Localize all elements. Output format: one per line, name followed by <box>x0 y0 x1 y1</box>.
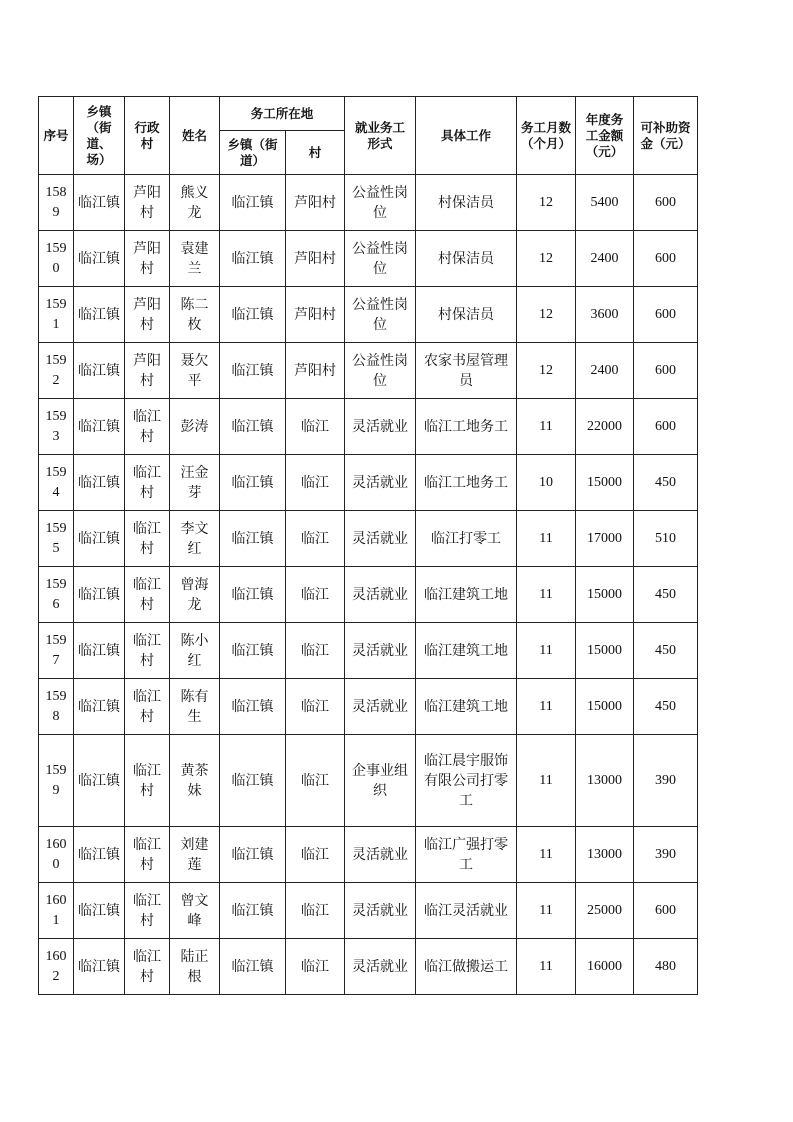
cell-months: 12 <box>517 343 576 399</box>
cell-employment-form: 公益性岗位 <box>345 287 416 343</box>
cell-annual-income: 15000 <box>576 623 634 679</box>
table-row <box>39 735 698 827</box>
cell-seq: 1589 <box>39 175 74 231</box>
table-row <box>39 883 698 939</box>
cell-seq: 1597 <box>39 623 74 679</box>
cell-employment-form: 企事业组织 <box>345 735 416 827</box>
cell-employment-form: 灵活就业 <box>345 939 416 995</box>
cell-work-town: 临江镇 <box>220 231 286 287</box>
cell-town: 临江镇 <box>74 679 125 735</box>
cell-work-village: 芦阳村 <box>286 231 345 287</box>
cell-village: 临江村 <box>125 883 170 939</box>
cell-work-town: 临江镇 <box>220 567 286 623</box>
cell-town: 临江镇 <box>74 231 125 287</box>
cell-job: 农家书屋管理员 <box>416 343 517 399</box>
table-header <box>39 97 698 175</box>
cell-employment-form: 灵活就业 <box>345 679 416 735</box>
cell-name: 彭涛 <box>170 399 220 455</box>
cell-name: 曾文峰 <box>170 883 220 939</box>
cell-job: 临江灵活就业 <box>416 883 517 939</box>
header-work-location: 务工所在地 <box>220 97 345 131</box>
cell-seq: 1593 <box>39 399 74 455</box>
cell-work-village: 临江 <box>286 623 345 679</box>
cell-name: 陈小红 <box>170 623 220 679</box>
cell-subsidy: 600 <box>634 231 698 287</box>
cell-annual-income: 2400 <box>576 343 634 399</box>
header-work-village: 村 <box>286 131 345 175</box>
cell-work-town: 临江镇 <box>220 679 286 735</box>
cell-months: 12 <box>517 287 576 343</box>
cell-work-town: 临江镇 <box>220 939 286 995</box>
cell-work-town: 临江镇 <box>220 511 286 567</box>
cell-seq: 1592 <box>39 343 74 399</box>
cell-annual-income: 5400 <box>576 175 634 231</box>
cell-work-town: 临江镇 <box>220 623 286 679</box>
cell-work-village: 临江 <box>286 679 345 735</box>
cell-village: 临江村 <box>125 679 170 735</box>
header-village: 行政村 <box>125 97 170 175</box>
cell-name: 熊义龙 <box>170 175 220 231</box>
cell-work-village: 临江 <box>286 455 345 511</box>
cell-work-town: 临江镇 <box>220 735 286 827</box>
cell-job: 村保洁员 <box>416 175 517 231</box>
cell-job: 临江建筑工地 <box>416 567 517 623</box>
cell-months: 11 <box>517 511 576 567</box>
cell-seq: 1601 <box>39 883 74 939</box>
cell-job: 村保洁员 <box>416 231 517 287</box>
table-row <box>39 567 698 623</box>
cell-work-village: 临江 <box>286 567 345 623</box>
cell-village: 芦阳村 <box>125 343 170 399</box>
cell-months: 11 <box>517 883 576 939</box>
cell-village: 临江村 <box>125 455 170 511</box>
cell-name: 黄茶妹 <box>170 735 220 827</box>
cell-employment-form: 公益性岗位 <box>345 175 416 231</box>
table-row <box>39 343 698 399</box>
cell-months: 10 <box>517 455 576 511</box>
header-subsidy: 可补助资金（元） <box>634 97 698 175</box>
cell-months: 12 <box>517 231 576 287</box>
cell-annual-income: 15000 <box>576 567 634 623</box>
cell-village: 临江村 <box>125 511 170 567</box>
cell-subsidy: 600 <box>634 287 698 343</box>
cell-annual-income: 22000 <box>576 399 634 455</box>
cell-town: 临江镇 <box>74 939 125 995</box>
cell-town: 临江镇 <box>74 827 125 883</box>
cell-job: 临江广强打零工 <box>416 827 517 883</box>
cell-employment-form: 公益性岗位 <box>345 231 416 287</box>
table-row <box>39 511 698 567</box>
cell-months: 11 <box>517 679 576 735</box>
table-row <box>39 399 698 455</box>
cell-job: 临江建筑工地 <box>416 679 517 735</box>
cell-seq: 1596 <box>39 567 74 623</box>
header-employment-form: 就业务工形式 <box>345 97 416 175</box>
header-job: 具体工作 <box>416 97 517 175</box>
cell-name: 刘建莲 <box>170 827 220 883</box>
cell-subsidy: 450 <box>634 679 698 735</box>
cell-name: 李文红 <box>170 511 220 567</box>
cell-annual-income: 17000 <box>576 511 634 567</box>
cell-work-village: 临江 <box>286 399 345 455</box>
table-row <box>39 679 698 735</box>
cell-subsidy: 600 <box>634 175 698 231</box>
cell-work-village: 临江 <box>286 939 345 995</box>
cell-subsidy: 600 <box>634 399 698 455</box>
cell-work-town: 临江镇 <box>220 399 286 455</box>
cell-village: 临江村 <box>125 735 170 827</box>
cell-village: 芦阳村 <box>125 231 170 287</box>
cell-town: 临江镇 <box>74 567 125 623</box>
cell-annual-income: 16000 <box>576 939 634 995</box>
cell-town: 临江镇 <box>74 623 125 679</box>
table-row <box>39 455 698 511</box>
table-body <box>39 175 698 995</box>
cell-months: 11 <box>517 735 576 827</box>
cell-village: 临江村 <box>125 827 170 883</box>
header-town: 乡镇（街道、场） <box>74 97 125 175</box>
cell-work-village: 临江 <box>286 511 345 567</box>
cell-name: 汪金芽 <box>170 455 220 511</box>
cell-seq: 1590 <box>39 231 74 287</box>
cell-subsidy: 450 <box>634 623 698 679</box>
cell-subsidy: 600 <box>634 883 698 939</box>
cell-town: 临江镇 <box>74 175 125 231</box>
table-row <box>39 939 698 995</box>
cell-subsidy: 450 <box>634 455 698 511</box>
cell-employment-form: 灵活就业 <box>345 511 416 567</box>
cell-work-town: 临江镇 <box>220 883 286 939</box>
cell-annual-income: 15000 <box>576 679 634 735</box>
table-row <box>39 287 698 343</box>
cell-annual-income: 15000 <box>576 455 634 511</box>
cell-annual-income: 25000 <box>576 883 634 939</box>
cell-job: 临江晨宇服饰有限公司打零工 <box>416 735 517 827</box>
cell-seq: 1598 <box>39 679 74 735</box>
cell-job: 临江工地务工 <box>416 399 517 455</box>
cell-job: 村保洁员 <box>416 287 517 343</box>
cell-seq: 1602 <box>39 939 74 995</box>
table-row <box>39 231 698 287</box>
cell-work-village: 芦阳村 <box>286 287 345 343</box>
cell-subsidy: 450 <box>634 567 698 623</box>
cell-work-town: 临江镇 <box>220 455 286 511</box>
cell-job: 临江打零工 <box>416 511 517 567</box>
cell-employment-form: 灵活就业 <box>345 623 416 679</box>
cell-months: 11 <box>517 399 576 455</box>
cell-annual-income: 13000 <box>576 735 634 827</box>
cell-town: 临江镇 <box>74 287 125 343</box>
cell-job: 临江工地务工 <box>416 455 517 511</box>
header-annual-income: 年度务工金额（元） <box>576 97 634 175</box>
cell-seq: 1595 <box>39 511 74 567</box>
cell-town: 临江镇 <box>74 883 125 939</box>
table-row <box>39 623 698 679</box>
cell-village: 芦阳村 <box>125 175 170 231</box>
cell-work-village: 临江 <box>286 883 345 939</box>
cell-annual-income: 13000 <box>576 827 634 883</box>
cell-work-village: 临江 <box>286 735 345 827</box>
cell-subsidy: 390 <box>634 827 698 883</box>
cell-employment-form: 灵活就业 <box>345 399 416 455</box>
cell-annual-income: 3600 <box>576 287 634 343</box>
cell-subsidy: 600 <box>634 343 698 399</box>
cell-name: 陈二枚 <box>170 287 220 343</box>
cell-work-town: 临江镇 <box>220 287 286 343</box>
cell-months: 11 <box>517 939 576 995</box>
cell-employment-form: 灵活就业 <box>345 827 416 883</box>
subsidy-table <box>38 96 698 995</box>
cell-seq: 1591 <box>39 287 74 343</box>
cell-months: 11 <box>517 567 576 623</box>
header-months: 务工月数（个月） <box>517 97 576 175</box>
cell-annual-income: 2400 <box>576 231 634 287</box>
table-row <box>39 827 698 883</box>
cell-seq: 1600 <box>39 827 74 883</box>
cell-town: 临江镇 <box>74 343 125 399</box>
cell-months: 11 <box>517 827 576 883</box>
cell-town: 临江镇 <box>74 735 125 827</box>
cell-village: 芦阳村 <box>125 287 170 343</box>
header-name: 姓名 <box>170 97 220 175</box>
cell-town: 临江镇 <box>74 511 125 567</box>
cell-name: 陆正根 <box>170 939 220 995</box>
table-row <box>39 175 698 231</box>
cell-employment-form: 灵活就业 <box>345 883 416 939</box>
cell-months: 11 <box>517 623 576 679</box>
cell-work-town: 临江镇 <box>220 343 286 399</box>
cell-job: 临江建筑工地 <box>416 623 517 679</box>
cell-name: 陈有生 <box>170 679 220 735</box>
cell-village: 临江村 <box>125 567 170 623</box>
cell-work-village: 芦阳村 <box>286 343 345 399</box>
cell-work-town: 临江镇 <box>220 175 286 231</box>
cell-name: 袁建兰 <box>170 231 220 287</box>
cell-village: 临江村 <box>125 399 170 455</box>
cell-months: 12 <box>517 175 576 231</box>
cell-seq: 1599 <box>39 735 74 827</box>
cell-town: 临江镇 <box>74 455 125 511</box>
cell-subsidy: 390 <box>634 735 698 827</box>
cell-job: 临江做搬运工 <box>416 939 517 995</box>
cell-seq: 1594 <box>39 455 74 511</box>
cell-employment-form: 灵活就业 <box>345 455 416 511</box>
cell-employment-form: 灵活就业 <box>345 567 416 623</box>
header-work-town: 乡镇（街道） <box>220 131 286 175</box>
cell-employment-form: 公益性岗位 <box>345 343 416 399</box>
cell-subsidy: 480 <box>634 939 698 995</box>
cell-work-village: 芦阳村 <box>286 175 345 231</box>
cell-village: 临江村 <box>125 939 170 995</box>
cell-subsidy: 510 <box>634 511 698 567</box>
header-seq: 序号 <box>39 97 74 175</box>
cell-village: 临江村 <box>125 623 170 679</box>
cell-work-village: 临江 <box>286 827 345 883</box>
cell-work-town: 临江镇 <box>220 827 286 883</box>
cell-town: 临江镇 <box>74 399 125 455</box>
cell-name: 聂欠平 <box>170 343 220 399</box>
cell-name: 曾海龙 <box>170 567 220 623</box>
